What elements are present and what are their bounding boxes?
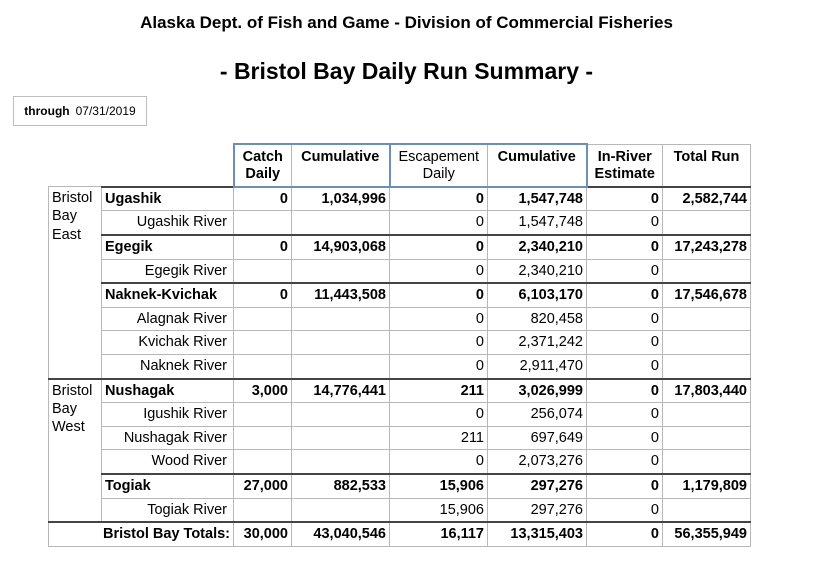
catch-daily-cell: 3,000 (234, 379, 292, 403)
through-label: through (24, 104, 70, 118)
col-header-catch-cumulative: Cumulative (292, 144, 390, 187)
escapement-daily-cell: 0 (390, 403, 488, 427)
table-row (49, 187, 751, 211)
escapement-cumulative-cell: 1,547,748 (488, 187, 587, 211)
escapement-cumulative-cell: 6,103,170 (488, 283, 587, 307)
catch-cumulative-cell: 14,903,068 (292, 235, 390, 259)
run-summary-table (48, 143, 751, 547)
col-header-escapement-cumulative: Cumulative (488, 144, 587, 187)
inriver-cell: 0 (587, 283, 663, 307)
catch-cumulative-total: 43,040,546 (292, 522, 390, 546)
escapement-cumulative-cell: 2,340,210 (488, 259, 587, 283)
escapement-daily-cell: 0 (390, 235, 488, 259)
report-title: - Bristol Bay Daily Run Summary - (219, 58, 594, 84)
total-run-cell: 17,243,278 (663, 235, 751, 259)
table-row (49, 354, 751, 378)
inriver-cell: 0 (587, 187, 663, 211)
table-row (49, 331, 751, 355)
inriver-cell: 0 (587, 498, 663, 522)
system-name: Nushagak (102, 379, 234, 403)
inriver-cell: 0 (587, 259, 663, 283)
escapement-daily-cell: 15,906 (390, 474, 488, 498)
total-run-cell: 2,582,744 (663, 187, 751, 211)
total-run-total: 56,355,949 (663, 522, 751, 546)
district-label-west: Bristol Bay West (49, 379, 102, 523)
escapement-cumulative-cell: 820,458 (488, 307, 587, 331)
page-header-title: Alaska Dept. of Fish and Game - Division of Commercial Fisheries (140, 13, 673, 32)
col-header-catch-daily: Catch Daily (234, 144, 292, 187)
inriver-cell: 0 (587, 403, 663, 427)
table-row (49, 426, 751, 450)
inriver-cell: 0 (587, 354, 663, 378)
table-row (49, 474, 751, 498)
escapement-cumulative-total: 13,315,403 (488, 522, 587, 546)
escapement-daily-cell: 0 (390, 450, 488, 474)
escapement-cumulative-cell: 2,340,210 (488, 235, 587, 259)
escapement-cumulative-cell: 2,073,276 (488, 450, 587, 474)
river-name: Egegik River (102, 259, 234, 283)
river-name: Naknek River (102, 354, 234, 378)
inriver-cell: 0 (587, 307, 663, 331)
catch-daily-cell: 0 (234, 235, 292, 259)
escapement-cumulative-cell: 297,276 (488, 498, 587, 522)
river-name: Alagnak River (102, 307, 234, 331)
catch-daily-total: 30,000 (234, 522, 292, 546)
escapement-daily-cell: 0 (390, 283, 488, 307)
catch-cumulative-cell: 882,533 (292, 474, 390, 498)
escapement-cumulative-cell: 2,371,242 (488, 331, 587, 355)
escapement-daily-cell: 0 (390, 259, 488, 283)
catch-daily-cell: 0 (234, 283, 292, 307)
catch-daily-cell: 27,000 (234, 474, 292, 498)
table-row (49, 498, 751, 522)
escapement-daily-cell: 0 (390, 331, 488, 355)
table-row (49, 259, 751, 283)
column-header-row (49, 144, 751, 187)
escapement-daily-cell: 0 (390, 307, 488, 331)
escapement-daily-total: 16,117 (390, 522, 488, 546)
table-row (49, 379, 751, 403)
inriver-cell: 0 (587, 235, 663, 259)
river-name: Wood River (102, 450, 234, 474)
inriver-cell: 0 (587, 379, 663, 403)
system-name: Naknek-Kvichak (102, 283, 234, 307)
inriver-cell: 0 (587, 450, 663, 474)
system-name: Togiak (102, 474, 234, 498)
inriver-total: 0 (587, 522, 663, 546)
escapement-daily-cell: 0 (390, 211, 488, 235)
river-name: Nushagak River (102, 426, 234, 450)
total-run-cell: 1,179,809 (663, 474, 751, 498)
escapement-daily-cell: 211 (390, 426, 488, 450)
escapement-daily-cell: 0 (390, 354, 488, 378)
col-header-total-run: Total Run (663, 144, 751, 187)
escapement-cumulative-cell: 3,026,999 (488, 379, 587, 403)
escapement-cumulative-cell: 1,547,748 (488, 211, 587, 235)
inriver-cell: 0 (587, 426, 663, 450)
river-name: Ugashik River (102, 211, 234, 235)
total-run-cell: 17,546,678 (663, 283, 751, 307)
river-name: Igushik River (102, 403, 234, 427)
escapement-daily-cell: 0 (390, 187, 488, 211)
table-row (49, 307, 751, 331)
escapement-cumulative-cell: 297,276 (488, 474, 587, 498)
total-run-cell: 17,803,440 (663, 379, 751, 403)
through-date: 07/31/2019 (75, 104, 136, 118)
catch-cumulative-cell: 11,443,508 (292, 283, 390, 307)
inriver-cell: 0 (587, 331, 663, 355)
table-row (49, 450, 751, 474)
escapement-daily-cell: 15,906 (390, 498, 488, 522)
escapement-cumulative-cell: 697,649 (488, 426, 587, 450)
table-row (49, 211, 751, 235)
river-name: Kvichak River (102, 331, 234, 355)
escapement-cumulative-cell: 256,074 (488, 403, 587, 427)
catch-cumulative-cell: 1,034,996 (292, 187, 390, 211)
inriver-cell: 0 (587, 474, 663, 498)
system-name: Ugashik (102, 187, 234, 211)
catch-cumulative-cell: 14,776,441 (292, 379, 390, 403)
col-header-escapement-daily: Escapement Daily (390, 144, 488, 187)
table-row (49, 235, 751, 259)
inriver-cell: 0 (587, 211, 663, 235)
river-name: Togiak River (102, 498, 234, 522)
catch-daily-cell: 0 (234, 187, 292, 211)
totals-row (49, 522, 751, 546)
col-header-inriver-estimate: In-River Estimate (587, 144, 663, 187)
district-label-east: Bristol Bay East (49, 187, 102, 379)
totals-label: Bristol Bay Totals: (49, 522, 234, 546)
escapement-cumulative-cell: 2,911,470 (488, 354, 587, 378)
table-row (49, 403, 751, 427)
table-row (49, 283, 751, 307)
system-name: Egegik (102, 235, 234, 259)
escapement-daily-cell: 211 (390, 379, 488, 403)
through-date-box (13, 96, 147, 126)
